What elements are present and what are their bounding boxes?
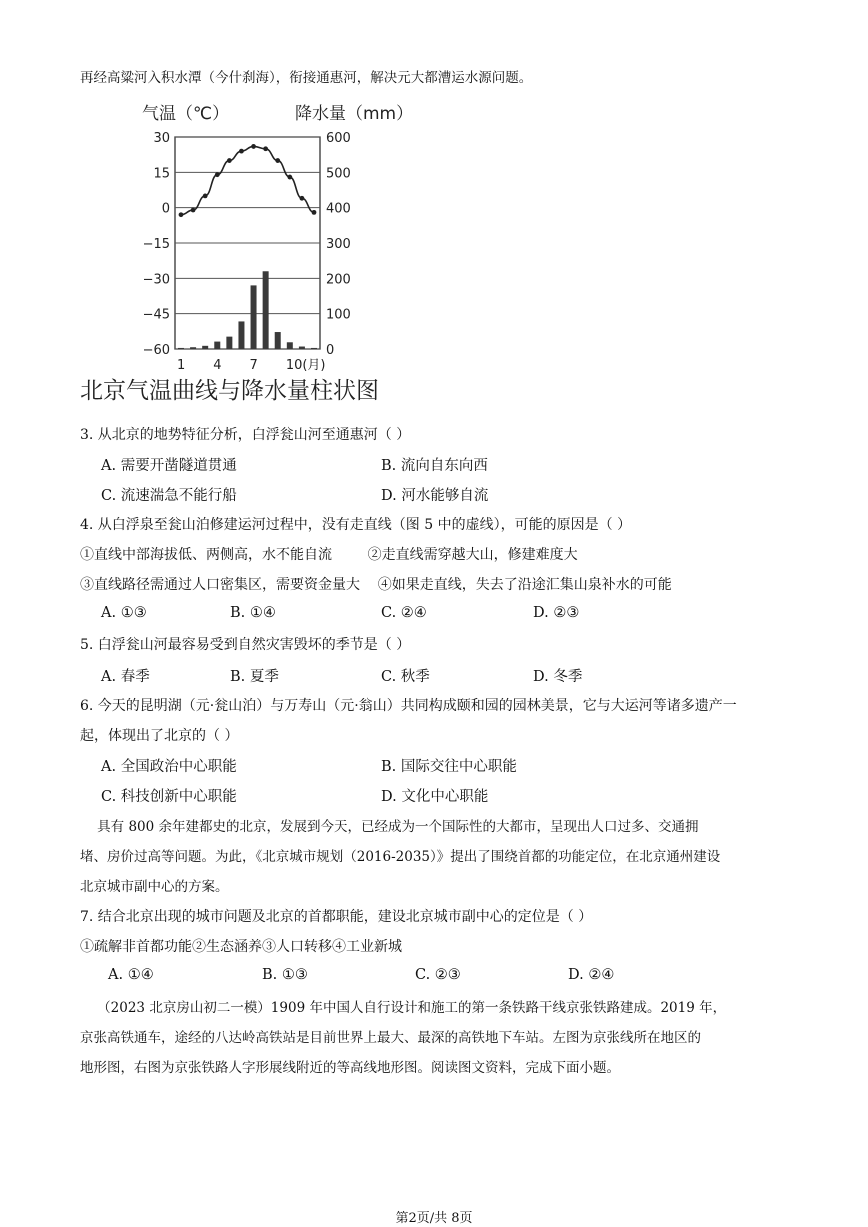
precipitation-bar	[251, 285, 257, 349]
precipitation-bar	[311, 348, 317, 349]
right-tick-label: 400	[326, 201, 351, 217]
right-tick-label: 500	[326, 166, 351, 182]
q3-option-b[interactable]: B. 流向自东向西	[381, 458, 488, 474]
passage3-line1: （2023 北京房山初二一模）1909 年中国人自行设计和施工的第一条铁路干线京张铁路建成。2019 年，	[80, 1000, 727, 1016]
x-tick-label: 10(月)	[285, 358, 326, 373]
q6-option-c[interactable]: C. 科技创新中心职能	[101, 789, 237, 805]
passage3-line2: 京张高铁通车，途经的八达岭高铁站是目前世界上最大、最深的高铁地下车站。左图为京张线所在地区的	[80, 1030, 701, 1046]
left-tick-label: −45	[142, 307, 170, 323]
precipitation-bar	[190, 347, 196, 349]
passage3-line3: 地形图，右图为京张铁路人字形展线附近的等高线地形图。阅读图文资料，完成下面小题。	[80, 1060, 620, 1076]
q4-option-c[interactable]: C. ②④	[381, 605, 427, 621]
temperature-curve	[181, 146, 314, 214]
temperature-point	[275, 158, 280, 163]
precipitation-bar	[214, 342, 220, 349]
right-tick-label: 0	[326, 343, 335, 358]
q4-option-a[interactable]: A. ①③	[101, 605, 147, 621]
x-tick-label: 7	[249, 358, 258, 373]
temperature-point	[179, 212, 184, 217]
q6-stem-line1: 6. 今天的昆明湖（元·瓮山泊）与万寿山（元·翁山）共同构成颐和园的园林美景，它与大运河等诸多遗产一	[80, 698, 737, 714]
q7-stem: 7. 结合北京出现的城市问题及北京的首都职能，建设北京城市副中心的定位是（ ）	[80, 909, 593, 925]
q3-option-a[interactable]: A. 需要开凿隧道贯通	[101, 458, 237, 474]
temperature-point	[287, 175, 292, 180]
precipitation-bar	[275, 332, 281, 349]
precipitation-bar	[299, 347, 305, 349]
left-tick-label: 30	[153, 131, 170, 146]
temperature-point	[251, 144, 256, 149]
temperature-point	[215, 172, 220, 177]
left-tick-label: 15	[153, 166, 170, 182]
q4-option-d[interactable]: D. ②③	[533, 605, 580, 621]
q4-stem: 4. 从白浮泉至瓮山泊修建运河过程中，没有走直线（图 5 中的虚线），可能的原因是（ ）	[80, 517, 632, 533]
precipitation-bar	[287, 342, 293, 349]
chart-title: 北京气温曲线与降水量柱状图	[80, 378, 379, 404]
q3-stem: 3. 从北京的地势特征分析，白浮瓮山河至通惠河（ ）	[80, 427, 411, 443]
precipitation-bar	[238, 321, 244, 349]
q5-stem: 5. 白浮瓮山河最容易受到自然灾害毁坏的季节是（ ）	[80, 637, 411, 653]
q6-option-d[interactable]: D. 文化中心职能	[381, 789, 489, 805]
x-tick-label: 1	[177, 358, 186, 373]
precipitation-bar	[202, 346, 208, 349]
temperature-point	[227, 158, 232, 163]
temperature-point	[300, 196, 305, 201]
page-footer: 第2页/共 8页	[395, 1211, 473, 1226]
q3-option-c[interactable]: C. 流速湍急不能行船	[101, 488, 237, 504]
left-tick-label: −15	[142, 237, 170, 252]
right-tick-label: 600	[326, 131, 351, 146]
right-tick-label: 100	[326, 307, 351, 323]
q7-option-b[interactable]: B. ①③	[262, 967, 308, 983]
temperature-point	[312, 210, 317, 215]
q6-option-a[interactable]: A. 全国政治中心职能	[101, 759, 237, 775]
q7-option-c[interactable]: C. ②③	[415, 967, 461, 983]
passage2-line3: 北京城市副中心的方案。	[80, 879, 229, 895]
precipitation-bar	[263, 271, 269, 349]
q6-option-b[interactable]: B. 国际交往中心职能	[381, 759, 517, 775]
passage2-line2: 堵、房价过高等问题。为此，《北京城市规划（2016-2035）》提出了围绕首都的功能定位，在北京通州建设	[80, 849, 721, 865]
left-tick-label: −60	[142, 343, 170, 358]
left-tick-label: −30	[142, 272, 170, 288]
temperature-point	[203, 193, 208, 198]
q4-option-b[interactable]: B. ①④	[230, 605, 276, 621]
q4-statements-2: ③直线路径需通过人口密集区，需要资金量大 ④如果走直线，失去了沿途汇集山泉补水的可能	[80, 577, 672, 593]
q5-option-c[interactable]: C. 秋季	[381, 669, 430, 685]
q7-statements: ①疏解非首都功能②生态涵养③人口转移④工业新城	[80, 939, 402, 955]
intro-line: 再经高粱河入积水潭（今什刹海），衔接通惠河，解决元大都漕运水源问题。	[80, 70, 533, 86]
right-tick-label: 300	[326, 237, 351, 252]
passage2-line1: 具有 800 余年建都史的北京，发展到今天，已经成为一个国际性的大都市，呈现出人口过多、交通拥	[80, 819, 699, 835]
climate-chart	[130, 97, 430, 377]
temperature-point	[263, 146, 268, 151]
q6-stem-line2: 起，体现出了北京的（ ）	[80, 728, 239, 744]
left-axis-label: 气温（℃）	[142, 104, 230, 124]
temperature-point	[239, 149, 244, 154]
right-axis-label: 降水量（mm）	[295, 104, 414, 124]
q7-option-a[interactable]: A. ①④	[108, 967, 154, 983]
q4-statements-1: ①直线中部海拔低、两侧高，水不能自流 ②走直线需穿越大山，修建难度大	[80, 547, 578, 563]
q5-option-a[interactable]: A. 春季	[101, 669, 150, 685]
temperature-point	[191, 208, 196, 213]
right-tick-label: 200	[326, 272, 351, 288]
precipitation-bar	[226, 337, 232, 349]
left-tick-label: 0	[161, 201, 170, 217]
precipitation-bar	[178, 348, 184, 349]
q3-option-d[interactable]: D. 河水能够自流	[381, 488, 489, 504]
q7-option-d[interactable]: D. ②④	[568, 967, 615, 983]
x-tick-label: 4	[213, 358, 222, 373]
q5-option-b[interactable]: B. 夏季	[230, 669, 279, 685]
q5-option-d[interactable]: D. 冬季	[533, 669, 583, 685]
